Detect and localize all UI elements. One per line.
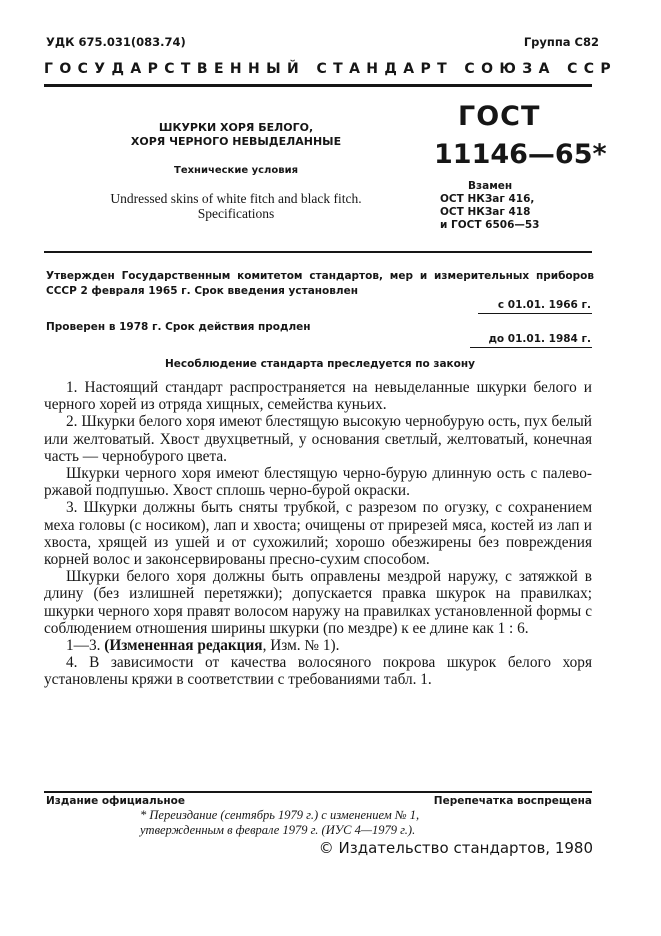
footnote-line-1: * Переиздание (сентябрь 1979 г.) с изменением № 1, — [140, 808, 420, 822]
replaces-item-3: и ГОСТ 6506—53 — [440, 219, 540, 231]
paragraph-7: 4. В зависимости от качества волосяного покрова шкурок белого хоря установлены кряжи в соответствии с требованиями табл. 1. — [44, 654, 592, 689]
replaces-block — [440, 180, 540, 232]
header-rule — [44, 84, 592, 87]
footnote-line-2: утвержденным в феврале 1979 г. (ИУС 4—1979 г.). — [140, 822, 416, 837]
footer-rule — [44, 791, 592, 793]
state-standard-banner: ГОСУДАРСТВЕННЫЙ СТАНДАРТ СОЮЗА ССР — [44, 61, 618, 77]
date-introduced: с 01.01. 1966 г. — [497, 299, 591, 311]
reprint-footnote — [140, 808, 560, 837]
document-subtitle: Технические условия — [174, 165, 298, 176]
amendment-number: 1—3. — [66, 637, 105, 655]
replaces-item-1: ОСТ НКЗаг 416, — [440, 193, 535, 205]
approval-statement: Утвержден Государственным комитетом стандартов, мер и измерительных приборов СССР 2 февраля 1965 г. Срок введения установлен — [46, 270, 594, 297]
english-title-line-2: Specifications — [197, 206, 275, 221]
replaces-item-2: ОСТ НКЗаг 418 — [440, 206, 531, 218]
title-line-2: ХОРЯ ЧЕРНОГО НЕВЫДЕЛАННЫЕ — [130, 135, 342, 148]
checked-statement: Проверен в 1978 г. Срок действия продлен — [46, 321, 311, 333]
gost-label: ГОСТ — [458, 101, 541, 132]
udk-code: УДК 675.031(083.74) — [46, 35, 186, 49]
group-code: Группа С82 — [523, 35, 599, 49]
official-edition: Издание официальное — [46, 795, 185, 807]
paragraph-6 — [44, 637, 592, 654]
law-notice: Несоблюдение стандарта преследуется по закону — [165, 358, 475, 370]
document-title — [46, 121, 426, 149]
date-extended-underline — [470, 347, 592, 348]
paragraph-1: 1. Настоящий стандарт распространяется на невыделанные шкурки белого и черного хорей из отряда хищных, семейства куньих. — [44, 379, 592, 414]
amendment-ref: , Изм. № 1). — [262, 637, 340, 655]
date-extended: до 01.01. 1984 г. — [488, 333, 591, 345]
paragraph-5: Шкурки белого хоря должны быть оправлены мездрой наружу, с затяжкой в длину (без излишней перетяжки); допускается правка шкурок на правилках; шкурки черного хоря правят волосом наружу на правилках установленной формы с соблюдением отношения ширины шкурки (по мездре) к ее длине как 1 : 6. — [44, 568, 592, 637]
standard-body — [44, 379, 592, 689]
amendment-label: (Измененная редакция — [104, 637, 263, 655]
gost-number: 11146—65* — [434, 139, 607, 170]
paragraph-2: 2. Шкурки белого хоря имеют блестящую высокую чернобурую ость, пух белый или желтоватый. Хвост двухцветный, у основания светлый, желтоватый, конечная часть — чернобурого цвета. — [44, 413, 592, 465]
paragraph-4: 3. Шкурки должны быть сняты трубкой, с разрезом по огузку, с сохранением меха головы (с носиком), лап и хвоста; очищены от прирезей мяса, костей из лап и хвоста, хрящей из ушей и от сухожилий; хорошо обезжирены без повреждения корней волос и законсервированы пресно-сухим способом. — [44, 499, 592, 569]
replaces-label: Взамен — [468, 180, 513, 192]
paragraph-3: Шкурки черного хоря имеют блестящую черно-бурую длинную ость с палево-ржавой подпушью. Хвост сплошь черно-бурой окраски. — [44, 465, 592, 500]
title-line-1: ШКУРКИ ХОРЯ БЕЛОГО, — [158, 121, 314, 134]
reprint-notice: Перепечатка воспрещена — [433, 795, 592, 807]
english-title — [46, 191, 426, 221]
date-introduced-underline — [478, 313, 592, 314]
copyright: © Издательство стандартов, 1980 — [318, 839, 593, 857]
title-rule — [44, 251, 592, 253]
english-title-line-1: Undressed skins of white fitch and black fitch. — [110, 191, 362, 206]
